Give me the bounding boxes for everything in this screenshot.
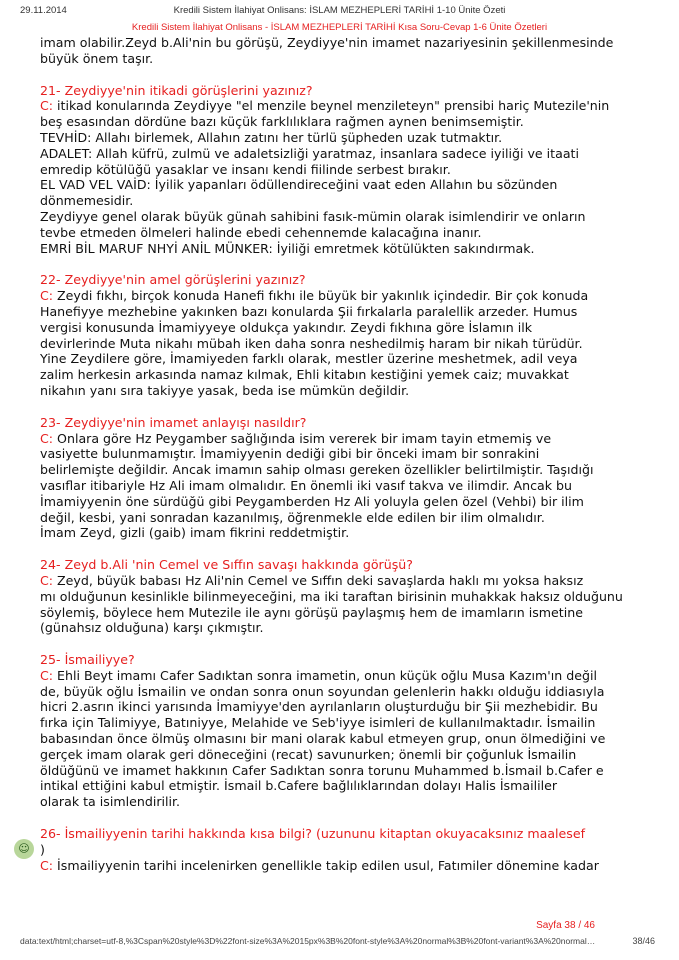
section-24 — [40, 557, 670, 636]
answer-prefix: C: — [40, 857, 54, 873]
answer-line: (günahsız olduğuna) karşı çıkmıştır. — [40, 620, 264, 636]
footer-url: data:text/html;charset=utf-8,%3Cspan%20style%3D%22font-size%3A%2015px%3B%20font-style%3A%20normal%3B%20font-variant%3A%20normal… — [20, 936, 596, 946]
answer-line: C: Zeyd, büyük babası Hz Ali'nin Cemel ve Sıffın deki savaşlarda haklı mı yoksa haksız — [40, 572, 584, 588]
answer-line: mı olduğunun kesinlikle bilinmeyeceğini, ma iki taraftan birisinin muhakkak haksız olduğunu — [40, 588, 623, 604]
answer-line: vasiyette bulunmamıştır. İmamiyyenin dediği gibi bir önceki imam bir sonrakini — [40, 446, 540, 462]
answer-line: vasıflar itibariyle Hz Ali imam olmalıdır. En önemli iki vasıf takva ve ilimdir. Ancak bu — [40, 477, 572, 493]
section-25 — [40, 652, 670, 810]
header-title: Kredili Sistem İlahiyat Onlisans: İSLAM MEZHEPLERİ TARİHİ 1-10 Ünite Özeti — [173, 5, 506, 16]
answer-line: İmam Zeyd, gizli (gaib) imam fikrini reddetmiştir. — [40, 525, 350, 541]
section-26 — [18, 826, 670, 873]
answer-line: tevbe etmeden ölmeleri halinde ebedi cehennemde kalacağına inanır. — [40, 224, 482, 240]
question-heading: 24- Zeyd b.Ali 'nin Cemel ve Sıffın savaşı hakkında görüşü? — [40, 557, 413, 573]
section-22 — [40, 272, 670, 398]
answer-prefix: C: — [40, 667, 54, 683]
document-body — [18, 35, 670, 873]
question-continuation: ☺ ) — [40, 842, 670, 858]
answer-line: değil, kesbi, yani sonradan kazanılmış, öğrenmekle elde edilen bir ilim olmalıdır. — [40, 509, 545, 525]
smiley-icon: ☺ — [14, 839, 34, 859]
answer-line: emredip kötülüğü yasaklar ve insanı kendi fiilinde serbest bırakır. — [40, 161, 451, 177]
answer-line: zalim herkesin arkasında namaz kılmak, Ehli kitabın kestiğini yemek caiz; muvakkat — [40, 367, 569, 383]
answer-line: intikal ettiğini kabul etmiştir. İsmail b.Cafere bağlılıklarından dolayı Halis İsmaililer — [40, 778, 558, 794]
answer-line: söylemiş, böylece hem Mutezile ile aynı görüşü paylaşmış hem de imamların ismetine — [40, 604, 583, 620]
question-heading: 23- Zeydiyye'nin imamet anlayışı nasıldır? — [40, 414, 307, 430]
answer-line: devirlerinde Muta nikahı mübah iken daha sonra neshedilmiş haram bir nikah türüdür. — [40, 335, 583, 351]
answer-line: fırka için Talimiyye, Batıniyye, Melahide ve Seb'iyye isimleri de kullanılmaktadır. İsmailin — [40, 715, 596, 731]
answer-line: Hanefiyye mezhebine yakınken bazı konularda Şii fırkalarla paralellik arzeder. Humus — [40, 303, 578, 319]
answer-line: vergisi konusunda İmamiyyeye oldukça yakındır. Zeydi fıkhına göre İslamın ilk — [40, 319, 532, 335]
answer-line: babasından önce ölmüş olmasını bir mani olarak kabul etmeyen grup, onun ölmediğini ve — [40, 731, 606, 747]
answer-line: C: Zeydi fıkhı, birçok konuda Hanefi fıkhı ile büyük bir yakınlık içindedir. Bir çok konuda — [40, 288, 589, 304]
answer-prefix: C: — [40, 288, 54, 304]
answer-line: de, büyük oğlu İsmailin ve ondan sonra onun soyundan gelenlerin hakkı olduğu iddiasıyla — [40, 683, 605, 699]
answer-line: İmamiyyenin öne sürdüğü gibi Peygamberden Hz Ali yoluyla gelen özel (Vehbi) bir ilim — [40, 493, 584, 509]
question-heading: 21- Zeydiyye'nin itikadi görüşlerini yazınız? — [40, 82, 313, 98]
answer-line: Yine Zeydilere göre, İmamiyeden farklı olarak, mestler üzerine meshetmek, adil veya — [40, 351, 578, 367]
section-21 — [40, 83, 670, 257]
question-heading: 22- Zeydiyye'nin amel görüşlerini yazınız? — [40, 272, 306, 288]
answer-line: hicri 2.asrın ikinci yarısında İmamiyye'den ayrılanların oluşturduğu bir Şii mezhebidir. Bu — [40, 699, 598, 715]
page-indicator: Sayfa 38 / 46 — [536, 920, 595, 931]
answer-line: Zeydiyye genel olarak büyük günah sahibini fasık-mümin olarak isimlendirir ve onların — [40, 208, 586, 224]
answer-line: dönmemesidir. — [40, 193, 134, 209]
answer-line: C: Onlara göre Hz Peygamber sağlığında isim vererek bir imam tayin etmemiş ve — [40, 430, 552, 446]
answer-line: nikahın yanı sıra takiyye yasak, beda ise mümkün değildir. — [40, 382, 410, 398]
question-heading: 26- İsmailiyyenin tarihi hakkında kısa bilgi? (uzununu kitaptan okuyacaksınız maalesef — [40, 826, 586, 842]
header-date: 29.11.2014 — [20, 5, 67, 16]
answer-line: C: Ehli Beyt imamı Cafer Sadıktan sonra imametin, onun küçük oğlu Musa Kazım'ın değil — [40, 667, 597, 683]
answer-line: gerçek imam olarak geri döneceğini (recat) savunurken; önemli bir çoğunluk İsmailin — [40, 746, 577, 762]
answer-prefix: C: — [40, 98, 54, 114]
section-23 — [40, 415, 670, 541]
answer-line: TEVHİD: Allahı birlemek, Allahın zatını her türlü şüpheden uzak tutmaktır. — [40, 129, 503, 145]
header-subtitle-link[interactable]: Kredili Sistem İlahiyat Onlisans - İSLAM MEZHEPLERİ TARİHİ Kısa Soru-Cevap 1-6 Ünite Özetleri — [131, 22, 548, 33]
answer-line: öldüğünü ve imamet hakkının Cafer Sadıktan sonra torunu Muhammed b.İsmail b.Cafer e — [40, 762, 604, 778]
answer-line: belirlemişte değildir. Ancak imamın sahip olması gereken özellikler belirtilmiştir. Taşıdığı — [40, 462, 594, 478]
answer-line: EMRİ BİL MARUF NHYİ ANİL MÜNKER: İyiliği emretmek kötülükten sakındırmak. — [40, 240, 535, 256]
answer-line: beş esasından dördüne bazı küçük farklılıklara rağmen aynen benimsemiştir. — [40, 114, 524, 130]
footer-page-number: 38/46 — [632, 936, 655, 946]
answer-line: C: İsmailiyyenin tarihi incelenirken genellikle takip edilen usul, Fatımiler dönemine kadar — [40, 857, 599, 873]
intro-line: büyük önem taşır. — [40, 50, 154, 66]
answer-prefix: C: — [40, 430, 54, 446]
answer-line: C: itikad konularında Zeydiyye "el menzile beynel menzileteyn" prensibi hariç Mutezile'nin — [40, 98, 610, 114]
answer-line: olarak ta isimlendirilir. — [40, 794, 181, 810]
answer-line: EL VAD VEL VAİD: İyilik yapanları ödüllendireceğini vaat eden Allahın bu sözünden — [40, 177, 558, 193]
answer-line: ADALET: Allah küfrü, zulmü ve adaletsizliği yaratmaz, insanlara sadece iyiliği ve itaati — [40, 145, 579, 161]
question-heading: 25- İsmailiyye? — [40, 652, 135, 668]
intro-line: imam olabilir.Zeyd b.Ali'nin bu görüşü, Zeydiyye'nin imamet nazariyesinin şekillenmesinde — [40, 35, 614, 50]
answer-prefix: C: — [40, 572, 54, 588]
